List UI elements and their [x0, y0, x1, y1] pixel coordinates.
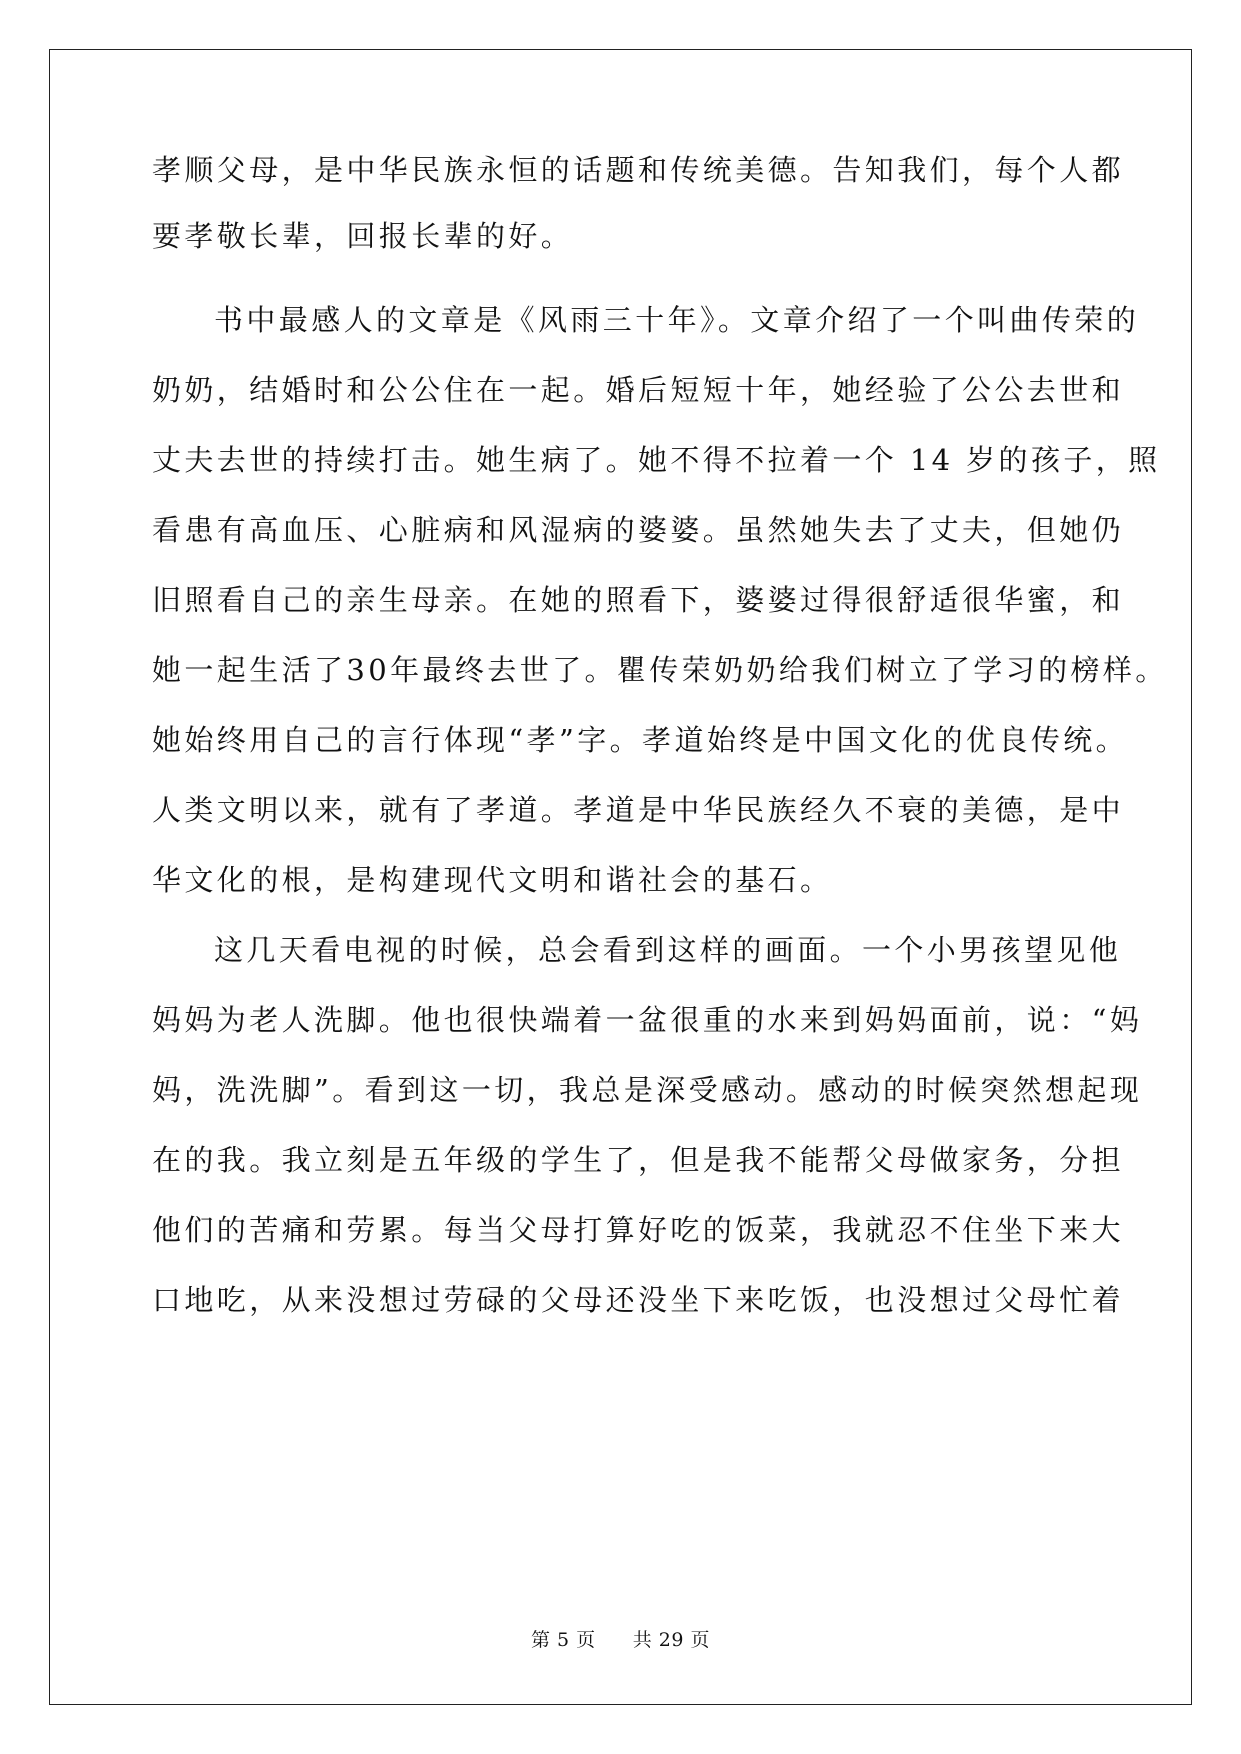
text-line: 他们的苦痛和劳累。每当父母打算好吃的饭菜，我就忍不住坐下来大 [152, 1213, 1125, 1247]
page-footer [0, 1628, 1241, 1652]
text-line: 要孝敬长辈，回报长辈的好。 [152, 219, 574, 253]
text-line: 这几天看电视的时候，总会看到这样的画面。一个小男孩望见他 [214, 933, 1122, 967]
page-number: 第 5 页 [530, 1629, 596, 1651]
text-line: 在的我。我立刻是五年级的学生了，但是我不能帮父母做家务，分担 [152, 1143, 1125, 1177]
text-line: 看患有高血压、心脏病和风湿病的婆婆。虽然她失去了丈夫，但她仍 [152, 513, 1125, 547]
text-line: 丈夫去世的持续打击。她生病了。她不得不拉着一个 14 岁的孩子，照 [152, 443, 1161, 477]
text-line: 她一起生活了30年最终去世了。瞿传荣奶奶给我们树立了学习的榜样。 [152, 653, 1168, 687]
text-line: 口地吃，从来没想过劳碌的父母还没坐下来吃饭，也没想过父母忙着 [152, 1283, 1125, 1317]
page-total: 共 29 页 [632, 1629, 711, 1651]
text-line: 妈，洗洗脚”。看到这一切，我总是深受感动。感动的时候突然想起现 [152, 1073, 1143, 1107]
text-line: 孝顺父母，是中华民族永恒的话题和传统美德。告知我们，每个人都 [152, 153, 1125, 187]
text-line: 旧照看自己的亲生母亲。在她的照看下，婆婆过得很舒适很华蜜，和 [152, 583, 1125, 617]
text-line: 书中最感人的文章是《风雨三十年》。文章介绍了一个叫曲传荣的 [214, 303, 1140, 337]
text-line: 华文化的根，是构建现代文明和谐社会的基石。 [152, 863, 833, 897]
text-line: 她始终用自己的言行体现“孝”字。孝道始终是中国文化的优良传统。 [152, 723, 1129, 757]
text-line: 人类文明以来，就有了孝道。孝道是中华民族经久不衰的美德，是中 [152, 793, 1125, 827]
text-line: 妈妈为老人洗脚。他也很快端着一盆很重的水来到妈妈面前，说：“妈 [152, 1003, 1143, 1037]
text-line: 奶奶，结婚时和公公住在一起。婚后短短十年，她经验了公公去世和 [152, 373, 1125, 407]
